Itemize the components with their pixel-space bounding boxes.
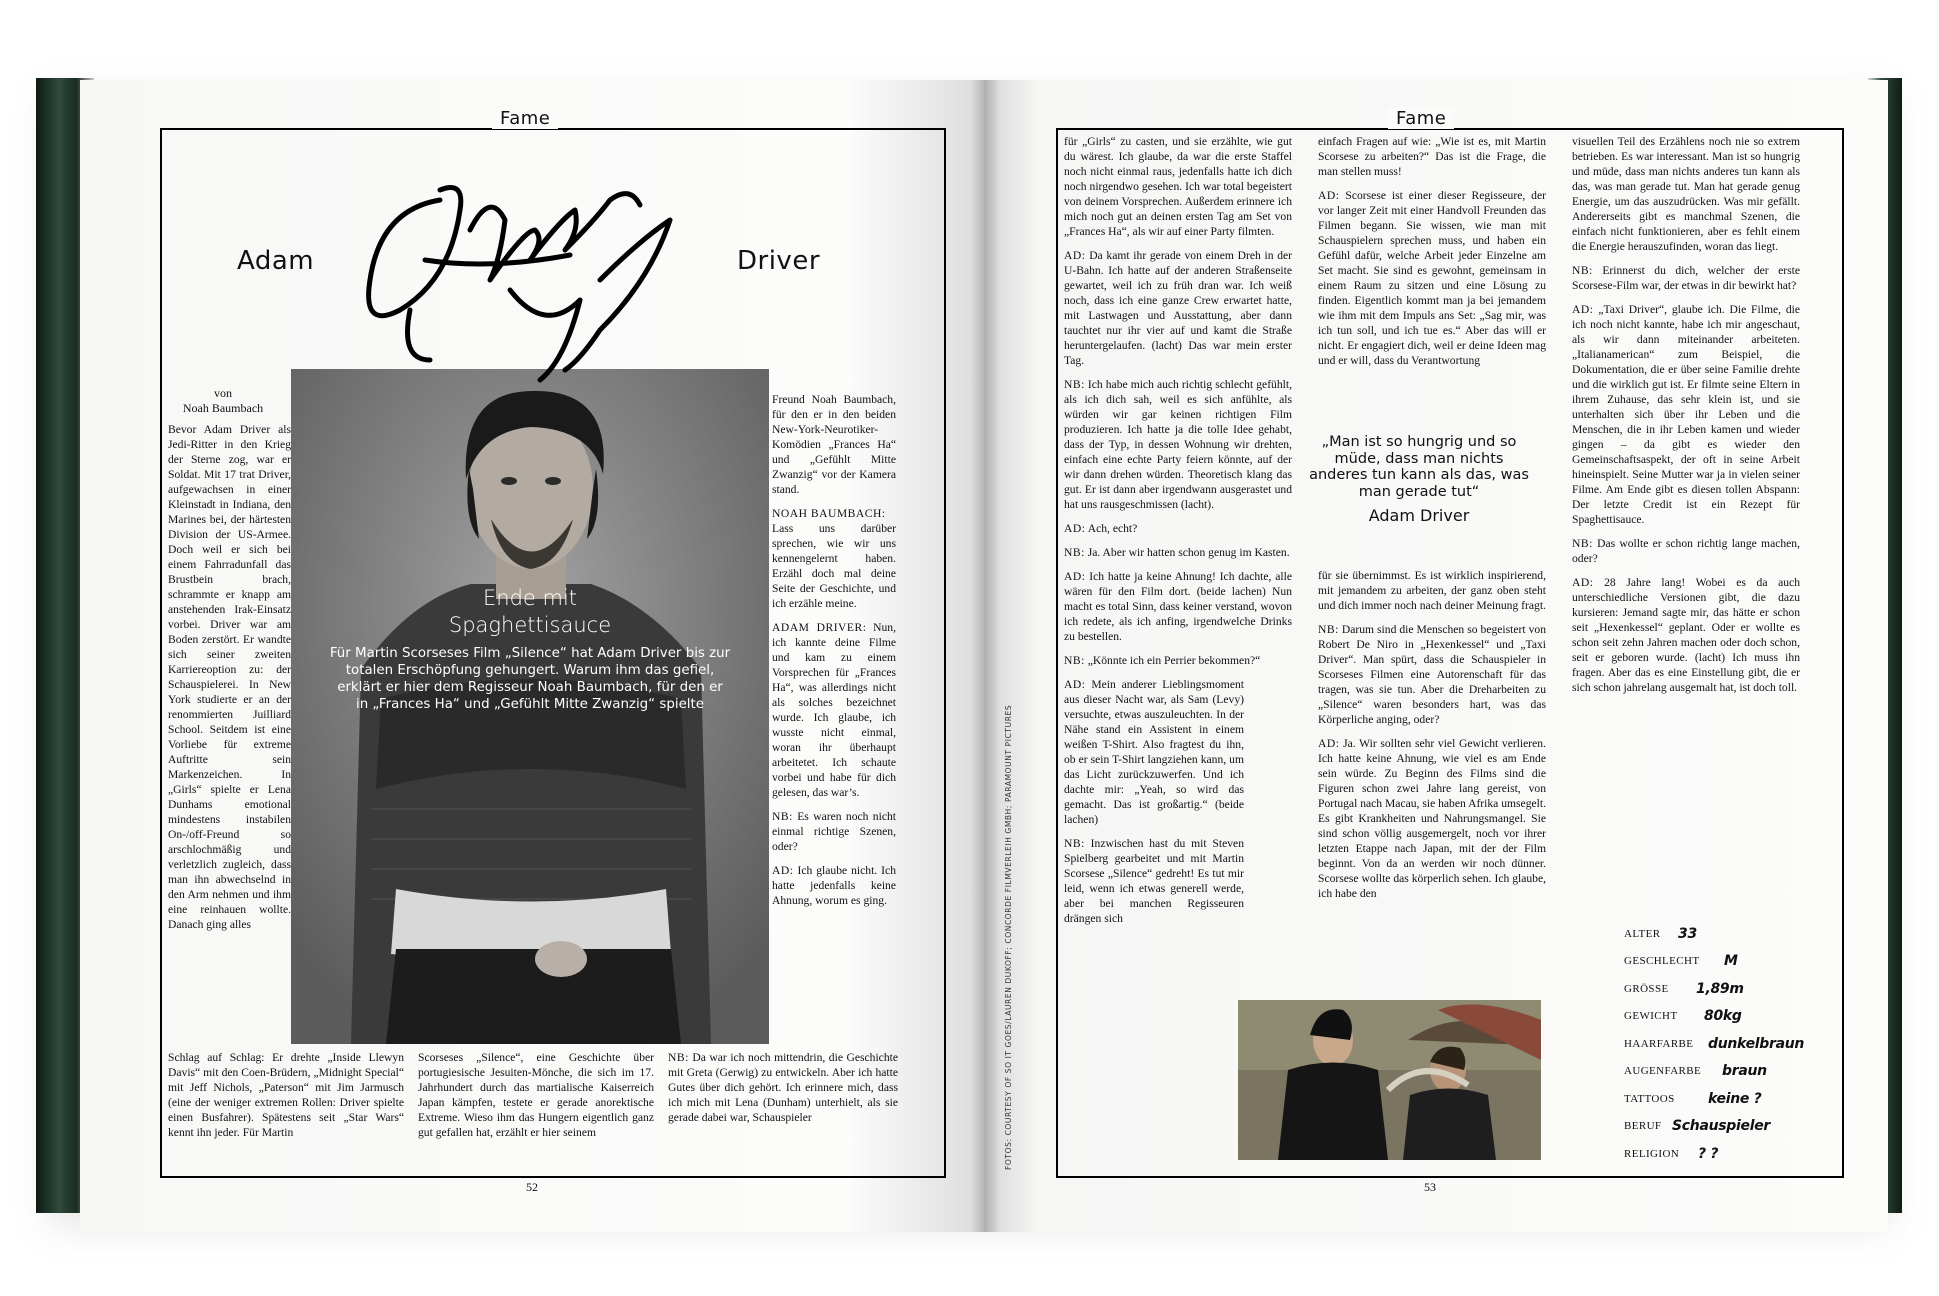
speaker-label: AD:: [1318, 737, 1340, 750]
fact-row-geschlecht: [1624, 946, 1824, 974]
left-bottom-column-2: [418, 1050, 654, 1149]
speaker-text: für „Girls“ zu casten, und sie erzählte, wie gut du wärest. Ich glaube, da war die erste Staffel noch nicht einmal raus, jedenfalls hatte ich dich noch nirgendwo gesehen. Ich war total begeistert von deinem Vorsprechen. Außerdem erinnere ich mich noch gut an deinen ersten Tag am Set von „Frances Ha“, als wir auf einer Party filmten.: [1064, 135, 1292, 238]
speaker-text: visuellen Teil des Erzählens noch nie so extrem betrieben. Es war interessant. Man ist so hungrig und müde, dass man nichts anderes tun kann als das, was man gerade tut. Man hat gerade genug Energie, um das auszudrücken. Was mir gefällt. Andererseits gibt es manchmal Szenen, die einfach nicht funktionieren, aber es fehlt einem die Energie herauszufinden, woran das liegt.: [1572, 135, 1800, 253]
left-folio: 52: [526, 1180, 538, 1194]
fact-row-religion: [1624, 1138, 1824, 1166]
speaker-text: Nun, ich kannte deine Filme und kam zu einem Vorsprechen für „Frances Ha“, was allerdings nicht als solches bezeichnet wurde. Ich glaube, ich wusste nicht einmal, woran ihr überhaupt arbeitetet. Ich schaute vorbei und habe für dich gelesen, das war’s.: [772, 621, 896, 799]
interview-paragraph: [772, 863, 896, 908]
speaker-label: AD:: [1064, 570, 1086, 583]
interview-paragraph: [1318, 736, 1546, 901]
fact-key: GEWICHT: [1624, 1010, 1678, 1022]
left-bottom-column-3: [668, 1050, 898, 1134]
interview-paragraph: [1064, 248, 1292, 368]
speaker-text: „Taxi Driver“, glaube ich. Die Filme, die ich noch nicht kannte, habe ich mir angeschaut, als wir dann miteinander arbeiteten. „Italianamerican“ zum Beispiel, die Dokumentation, die er über seine Familie drehte und die wirklich gut ist. Er filmte seine Eltern in ihrem Zuhause, das sehr klein ist, und sie unterhalten sich über ihr Leben und die Menschen, die in ihr Leben kamen und wieder gingen – da gibt es wieder den Gemeinschaftsaspekt, der oft in seine Arbeit hineinspielt. Seine Mutter war ja in vielen seiner Filme. Am Ende gibt es diesen tollen Abspann: Der letzte Credit ist ein Rezept für Spaghettisauce.: [1572, 303, 1800, 526]
article-deck: Für Martin Scorseses Film „Silence“ hat Adam Driver bis zur totalen Erschöpfung gehungert. Warum ihm das gefiel, erklärt er hier dem Regisseur Noah Baumbach, für den er in „Frances Ha“ und „Gefühlt Mitte Zwanzig“ spielte: [329, 646, 731, 712]
interview-paragraph: [1064, 677, 1244, 827]
fact-row-groesse: [1624, 973, 1824, 1001]
fact-row-tattoos: [1624, 1083, 1824, 1111]
left-intro-column: [168, 422, 291, 941]
interview-paragraph: [772, 506, 896, 611]
pull-quote: [1308, 434, 1530, 525]
fact-value: M: [1724, 953, 1738, 969]
interview-paragraph: [1572, 575, 1800, 695]
speaker-text: Ach, echt?: [1087, 522, 1138, 535]
speaker-text: für sie übernimmst. Es ist wirklich inspirierend, mit jemandem zu arbeiten, der ganz oben steht und dich immer noch nach deiner Meinung fragt.: [1318, 569, 1546, 612]
right-column-1: [1064, 134, 1292, 935]
speaker-label: NB:: [772, 810, 793, 823]
photo-credit: FOTOS: COURTESY OF SO IT GOES/LAUREN DUKOFF; CONCORDE FILMVERLEIH GMBH; PARAMOUNT PICTURES: [1004, 704, 1013, 1170]
fact-key: BERUF: [1624, 1120, 1662, 1132]
interview-paragraph: [1572, 302, 1800, 527]
right-column-2-top: [1318, 134, 1546, 377]
fact-value: 80kg: [1704, 1008, 1742, 1024]
speaker-label: AD:: [1064, 249, 1086, 262]
speaker-text: Ich hatte ja keine Ahnung! Ich dachte, alle wären für den Film dort. (beide lachen) Nun macht es total Sinn, dass keiner verstand, wovon ich redete, als ich anfing, irgendwelche Drinks zu bestellen.: [1064, 570, 1292, 643]
fact-row-beruf: [1624, 1111, 1824, 1139]
speaker-text: Mein anderer Lieblingsmoment aus dieser Nacht war, als Sam (Levy) versuchte, etwas auszuleuchten. In der Nähe stand ein Assistent in einem weißen T-Shirt. Also fragtest du ihn, ob er sein T-Shirt langziehen kann, um das Licht zurückzuwerfen. Und ich dachte mir: „Yeah, so wird das gemacht. Das ist großartig.“ (beide lachen): [1064, 678, 1244, 826]
title-last-name: Driver: [737, 246, 821, 276]
speaker-label: AD:: [1572, 303, 1594, 316]
interview-paragraph: [1064, 134, 1292, 239]
speaker-text: Ja. Aber wir hatten schon genug im Kasten.: [1087, 546, 1290, 559]
interview-paragraph: [1064, 836, 1244, 926]
interview-paragraph: [1064, 569, 1292, 644]
speaker-text: Es waren noch nicht einmal richtige Szenen, oder?: [772, 810, 896, 853]
body-text: Schlag auf Schlag: Er drehte „Inside Llewyn Davis“ mit den Coen-Brüdern, „Midnight Special“ mit Jeff Nichols, „Paterson“ mit Jim Jarmusch (eine der weniger extremen Rollen: Driver spielte einen Busfahrer). Spätestens seit „Star Wars“ kennt ihn jeder. Für Martin: [168, 1051, 404, 1139]
interview-paragraph: [772, 620, 896, 800]
speaker-text: Ja. Wir sollten sehr viel Gewicht verlieren. Ich hatte keine Ahnung, wie viel es am Ende sein würde. Zu Beginn des Films sind die Figuren schon zwei Jahre lang gereist, von Portugal nach Macau, sie haben Afrika umsegelt. Es gibt Krankheiten und Nahrungsmangel. Sie sind schon völlig ausgemergelt, noch vor ihrer letzten Etappe nach Japan, mit der der Film beginnt. Von da an werden wir noch dünner. Scorsese wollte das körperlich sehen. Ich glaube, ich habe den: [1318, 737, 1546, 900]
speaker-label: AD:: [1318, 189, 1340, 202]
speaker-text: „Könnte ich ein Perrier bekommen?“: [1087, 654, 1261, 667]
body-text: Scorseses „Silence“, eine Geschichte über portugiesische Jesuiten-Mönche, die sich im 17. Jahrhundert durch das martialische Kaiserreich Japan kämpfen, testete er gerade anorektische Extreme. Wieso ihm das Hungern eigentlich ganz gut gefallen hat, erzählt er hier seinem: [418, 1051, 654, 1139]
speaker-text: Lass uns darüber sprechen, wie wir uns kennengelernt haben. Erzähl doch mal deine Seite der Geschichte, und ich erzähle meine.: [772, 522, 896, 610]
speaker-label: NB:: [1318, 623, 1339, 636]
portrait-overlay: [291, 585, 769, 713]
adam-driver-signature: [340, 160, 720, 390]
byline-author: Noah Baumbach: [182, 401, 264, 415]
speaker-text: Inzwischen hast du mit Steven Spielberg gearbeitet und mit Martin Scorsese „Silence“ gedreht! Es tut mir leid, wenn ich etwas generell werde, aber bei manchen Regisseuren drängen sich: [1064, 837, 1244, 925]
speaker-text: Darum sind die Menschen so begeistert von Robert De Niro in „Hexenkessel“ und „Taxi Driver“. Man spürt, dass die Schauspieler in Scorseses Filmen eine Autorenschaft für das tragen, was sie tun. Aber die Dreharbeiten zu „Silence“ waren besonders hart, was das Körperliche anging, oder?: [1318, 623, 1546, 726]
interview-paragraph: [1318, 568, 1546, 613]
speaker-label: NB:: [1572, 264, 1593, 277]
speaker-text: 28 Jahre lang! Wobei es da auch unterschiedliche Versionen gibt, die dazu kursieren: Jemand sagte mir, das hätte er schon seit „Hexenkessel“ geplant. Oder er wollte es schon seit zehn Jahren machen oder doch schon, seit er geboren wurde. (lacht) Ich muss ihn fragen. Aber das es eine Einstellung gibt, die er sich schon jahrelang ausgemalt hat, ist doch toll.: [1572, 576, 1800, 694]
speaker-text: Da war ich noch mittendrin, die Geschichte mit Greta (Gerwig) zu entwickeln. Aber ich hatte Gutes über dich gehört. Ich erinnere mich, dass ich mich mit Lena (Dunham) unterhielt, als sie gerade dabei war, Schauspieler: [668, 1051, 898, 1124]
interview-paragraph: [1064, 521, 1292, 536]
interview-paragraph: [1318, 188, 1546, 368]
intro-text: Bevor Adam Driver als Jedi-Ritter in den Krieg der Sterne zog, war er Soldat. Mit 17 trat Driver, aufgewachsen in einer Kleinstadt in Indiana, den Marines bei, der härtesten Division der US-Armee. Doch weil er sich bei einem Fahrradunfall das Brustbein brach, schrammte er knapp am anstehenden Irak-Einsatz vorbei. Driver war am Boden zerstört. Er wandte sich seiner zweiten Karriereoption zu: der Schauspielerei. In New York studierte er an der renommierten Juilliard School. Seitdem ist eine Vorliebe für extreme Auftritte sein Markenzeichen. In „Girls“ spielte er Lena Dunhams emotional mindestens instabilen On-/off-Freund so arschlochmäßig und verletzlich zugleich, dass man ihn abwechselnd in den Arm nehmen und ihm eine reinhauen wollte. Danach ging alles: [168, 423, 291, 931]
right-column-3: [1572, 134, 1800, 704]
left-running-head: Fame: [492, 108, 558, 129]
fact-row-augenfarbe: [1624, 1056, 1824, 1084]
article-headline-line1: Ende mit: [482, 586, 578, 610]
fact-key: GRÖSSE: [1624, 982, 1669, 995]
fact-value: ? ?: [1698, 1145, 1719, 1162]
fact-value: 33: [1678, 925, 1697, 942]
right-running-head: Fame: [1388, 108, 1454, 129]
speaker-text: Erinnerst du dich, welcher der erste Scorsese-Film war, der etwas in dir bewirkt hat?: [1572, 264, 1800, 292]
speaker-label: NB:: [668, 1051, 689, 1064]
fact-key: GESCHLECHT: [1624, 955, 1700, 967]
fact-row-haarfarbe: [1624, 1028, 1824, 1056]
interview-paragraph: [1572, 536, 1800, 566]
fact-value: keine ?: [1708, 1090, 1762, 1107]
interview-paragraph: [1064, 377, 1292, 512]
interview-paragraph: [1318, 134, 1546, 179]
left-interview-column: [772, 392, 896, 917]
speaker-label: AD:: [1572, 576, 1594, 589]
speaker-label: ADAM DRIVER:: [772, 621, 867, 634]
left-bottom-column-1: [168, 1050, 404, 1149]
right-folio: 53: [1424, 1180, 1436, 1194]
speaker-label: NOAH BAUMBACH:: [772, 507, 886, 520]
fact-value: Schauspieler: [1672, 1118, 1771, 1134]
speaker-label: NB:: [1064, 546, 1085, 559]
pull-quote-attribution: Adam Driver: [1368, 506, 1470, 525]
fact-value: dunkelbraun: [1708, 1035, 1805, 1052]
fact-sheet: [1624, 918, 1824, 1166]
interview-paragraph: Freund Noah Baumbach, für den er in den beiden New-York-Neurotiker-Komödien „Frances Ha“ und „Gefühlt Mitte Zwanzig“ vor der Kamera stand.: [772, 393, 896, 496]
speaker-label: AD:: [1064, 522, 1086, 535]
speaker-label: NB:: [1064, 837, 1085, 850]
speaker-text: Ich glaube nicht. Ich hatte jedenfalls keine Ahnung, worum es ging.: [772, 864, 896, 907]
title-first-name: Adam: [237, 246, 315, 276]
book-gutter: [970, 80, 1000, 1232]
interview-paragraph: [1064, 545, 1292, 560]
speaker-label: NB:: [1572, 537, 1593, 550]
speaker-text: Da kamt ihr gerade von einem Dreh in der U-Bahn. Ich hatte auf der anderen Straßenseite gewartet, weil ich zu früh dran war. Ich weiß noch, dass ich eine ganze Crew erwartet hatte, mit Lastwagen und Ausstattung, aber dann tauchtet nur ihr vier auf und kamt die Straße heruntergelaufen. (lacht) Das war mein erster Tag.: [1064, 249, 1293, 367]
fact-value: 1,89m: [1696, 980, 1744, 997]
speaker-label: AD:: [772, 864, 794, 877]
portrait-photo: [291, 369, 769, 1044]
interview-paragraph: [1572, 134, 1800, 254]
speaker-label: NB:: [1064, 378, 1085, 391]
fact-key: TATTOOS: [1624, 1092, 1675, 1105]
interview-paragraph: [1318, 622, 1546, 727]
speaker-label: AD:: [1064, 678, 1086, 691]
fact-key: ALTER: [1624, 927, 1661, 940]
byline: [178, 386, 268, 416]
fact-key: HAARFARBE: [1624, 1037, 1694, 1050]
article-headline-line2: Spaghettisauce: [448, 613, 612, 637]
speaker-text: Das wollte er schon richtig lange machen, oder?: [1572, 537, 1800, 565]
speaker-text: Ich habe mich auch richtig schlecht gefühlt, als ich dich sah, weil es sich anfühlte, als würden wir gar keinen richtigen Film produzieren. Ich hatte ja die tolle Idee gehabt, dass der Typ, in dessen Wohnung wir drehten, einfach eine echte Party feiern könnte, auf der wir dann drehen würden. Theoretisch klang das gut. Er ist dann aber irgendwann ausgerastet und hat uns rausgeschmissen (lacht).: [1064, 378, 1292, 511]
film-still-photo: [1238, 1000, 1541, 1160]
interview-paragraph: [772, 809, 896, 854]
interview-paragraph: [1572, 263, 1800, 293]
interview-paragraph: [668, 1050, 898, 1125]
speaker-text: Scorsese ist einer dieser Regisseure, der vor langer Zeit mit einer Handvoll Freunden das Filmen begann. Sie wissen, wie man mit Schauspielern sprechen muss, und haben ein Gefühl dafür, welche Arbeit jeder Einzelne am Set macht. Sie sind es gewohnt, gemeinsam in einem Raum zu sitzen und eine Lösung zu finden. Eigentlich kommt man ja bei jemandem wie ihm mit dem Impuls ans Set: „Sag mir, was ich tun soll, und ich tue es.“ Aber das will er nicht. Er engagiert dich, weil er deine Ideen mag und er will, dass du Verantwortung: [1318, 189, 1546, 367]
pull-quote-text: „Man ist so hungrig und so müde, dass man nichts anderes tun kann als das, was man gerade tut“: [1309, 434, 1529, 500]
right-column-2-bottom: [1318, 568, 1546, 910]
byline-prefix: von: [214, 386, 232, 400]
fact-row-gewicht: [1624, 1001, 1824, 1029]
fact-key: RELIGION: [1624, 1147, 1680, 1160]
fact-key: AUGENFARBE: [1624, 1065, 1702, 1077]
speaker-label: NB:: [1064, 654, 1085, 667]
fact-value: braun: [1722, 1063, 1767, 1079]
film-still-illustration: [1238, 1000, 1541, 1160]
speaker-text: einfach Fragen auf wie: „Wie ist es, mit Martin Scorsese zu arbeiten?“ Das ist die Frage, die man stellen muss!: [1318, 135, 1546, 178]
fact-row-alter: [1624, 918, 1824, 946]
interview-paragraph: [1064, 653, 1292, 668]
